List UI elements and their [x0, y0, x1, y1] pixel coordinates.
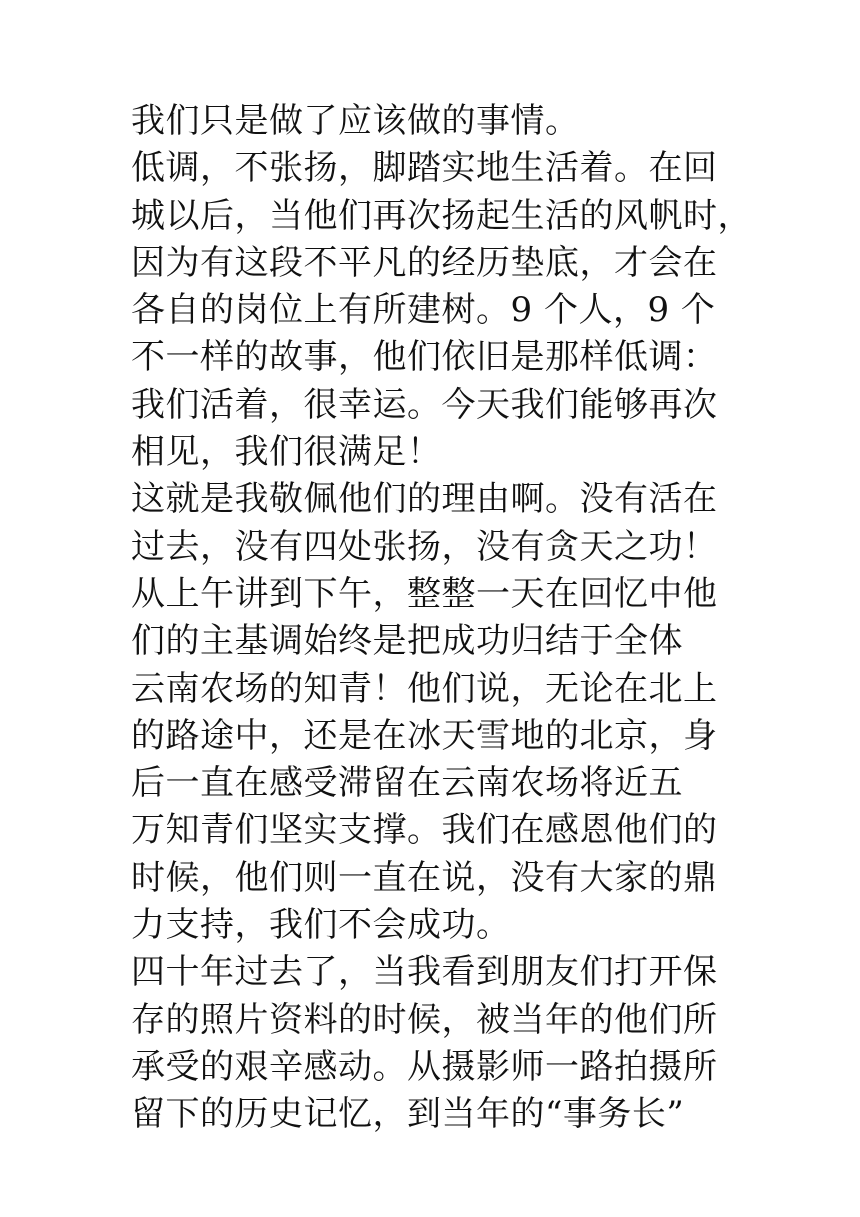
- text-line: 存的照片资料的时候，被当年的他们所: [131, 999, 718, 1040]
- text-line: 力支持，我们不会成功。: [131, 905, 511, 946]
- text-line: 留下的历史记忆，到当年的“事务长”: [131, 1094, 685, 1135]
- text-line: 从上午讲到下午，整整一天在回忆中他: [131, 573, 718, 614]
- text-line: 相见，我们很满足！: [131, 432, 442, 473]
- text-line: 四十年过去了，当我看到朋友们打开保: [131, 952, 718, 993]
- text-line: 时候，他们则一直在说，没有大家的鼎: [131, 857, 718, 898]
- text-line: 低调，不张扬，脚踏实地生活着。在回: [131, 148, 718, 189]
- text-line: 因为有这段不平凡的经历垫底，才会在: [131, 242, 718, 283]
- text-line: 承受的艰辛感动。从摄影师一路拍摄所: [131, 1046, 718, 1087]
- text-line: 我们活着，很幸运。今天我们能够再次: [131, 384, 718, 425]
- text-line: 我们只是做了应该做的事情。: [131, 101, 580, 141]
- text-line: 的路途中，还是在冰天雪地的北京，身: [131, 715, 718, 756]
- text-line: 城以后，当他们再次扬起生活的风帆时，: [131, 195, 752, 236]
- text-line: 不一样的故事，他们依旧是那样低调：: [131, 337, 718, 378]
- text-line: 过去，没有四处张扬，没有贪天之功！: [131, 526, 718, 567]
- text-line: 万知青们坚实支撑。我们在感恩他们的: [131, 810, 718, 851]
- text-line: 这就是我敬佩他们的理由啊。没有活在: [131, 479, 718, 520]
- text-line: 们的主基调始终是把成功归结于全体: [131, 621, 683, 662]
- body-text: [131, 98, 752, 1139]
- text-line: 后一直在感受滞留在云南农场将近五: [131, 763, 683, 804]
- text-line: 各自的岗位上有所建树。9 个人，9 个: [131, 290, 716, 331]
- text-line: 云南农场的知青！他们说，无论在北上: [131, 668, 718, 709]
